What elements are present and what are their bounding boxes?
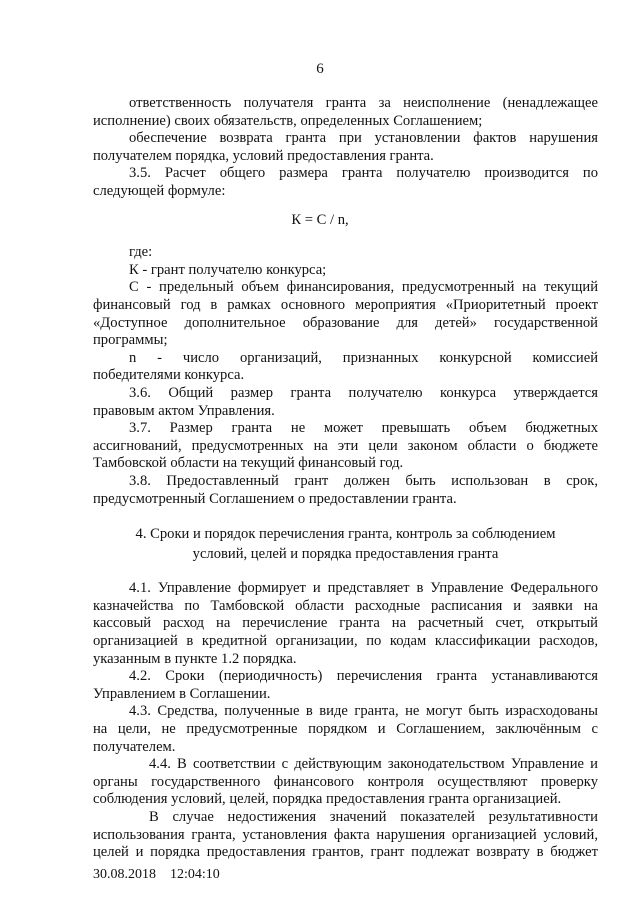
text-line: 4.4. В соответствии с действующим законодательством Управление и [149,756,598,773]
text-line: программы; [93,332,168,349]
footer-time: 12:04:10 [170,866,220,882]
text-line: правовым актом Управления. [93,402,275,419]
text-line: соблюдения условий, целей, порядка предоставления гранта организацией. [93,791,562,808]
text-line: n - число организаций, признанных конкурсной комиссией [129,349,598,366]
text-line: победителями конкурса. [93,367,245,384]
text-line: получателем. [93,738,176,755]
text-line: Тамбовской области на текущий финансовый год. [93,455,404,472]
page-number: 6 [316,61,324,77]
text-line: использования гранта, установления факта нарушения организацией условий, [93,826,598,843]
text-line: органы государственного финансового контроля осуществляют проверку [93,773,598,790]
footer-timestamp [93,866,220,885]
text-line: целей и порядка предоставления грантов, грант подлежат возврату в бюджет [93,844,598,861]
text-line: Управлением в Соглашении. [93,685,271,702]
text-line: на цели, не предусмотренные порядком и Соглашением, заключённым с [93,721,598,737]
text-line: указанным в пункте 1.2 порядка. [93,650,297,667]
text-line: следующей формуле: [93,183,226,199]
text-line: казначейства по Тамбовской области расходные расписания и заявки на [93,597,598,614]
section-heading-line: 4. Сроки и порядок перечисления гранта, контроль за соблюдением [135,526,556,543]
text-line: 4.1. Управление формирует и представляет в Управление Федерального [129,580,598,597]
text-line: 4.3. Средства, полученные в виде гранта, не могут быть израсходованы [129,703,598,720]
formula: К = С / n, [291,211,349,228]
text-line: где: [129,244,153,261]
text-line: ассигнований, предусмотренных на эти цели законом области о бюджете [93,437,598,454]
text-line: 3.7. Размер гранта не может превышать объем бюджетных [129,420,598,437]
text-line: «Доступное дополнительное образование для детей» государственной [93,314,598,331]
text-line: К - грант получателю конкурса; [129,261,327,278]
text-line: организацией в кредитной организации, по кодам классификации расходов, [93,633,598,649]
text-line: кассовый расход на перечисление гранта на расчетный счет, открытый [93,615,598,632]
section-heading-line: условий, целей и порядка предоставления гранта [192,546,499,563]
text-line: С - предельный объем финансирования, предусмотренный на текущий [129,279,598,296]
footer-date: 30.08.2018 [93,866,156,882]
text-line: финансовый год в рамках основного мероприятия «Приоритетный проект [93,297,598,313]
text-line: В случае недостижения значений показателей результативности [149,809,598,825]
text-line: обеспечение возврата гранта при установлении фактов нарушения [129,130,598,147]
text-line: ответственность получателя гранта за неисполнение (ненадлежащее [129,95,598,111]
text-line: 3.5. Расчет общего размера гранта получателю производится по [129,165,598,182]
text-line: получателем порядка, условий предоставления гранта. [93,147,434,164]
text-line: исполнение) своих обязательств, определенных Соглашением; [93,112,483,129]
section-heading [93,524,598,564]
text-line: 3.6. Общий размер гранта получателю конкурса утверждается [129,385,598,401]
text-line: 4.2. Сроки (периодичность) перечисления гранта устанавливаются [129,668,598,685]
text-line: предусмотренный Соглашением о предоставлении гранта. [93,490,457,507]
text-line: 3.8. Предоставленный грант должен быть использован в срок, [129,473,598,489]
